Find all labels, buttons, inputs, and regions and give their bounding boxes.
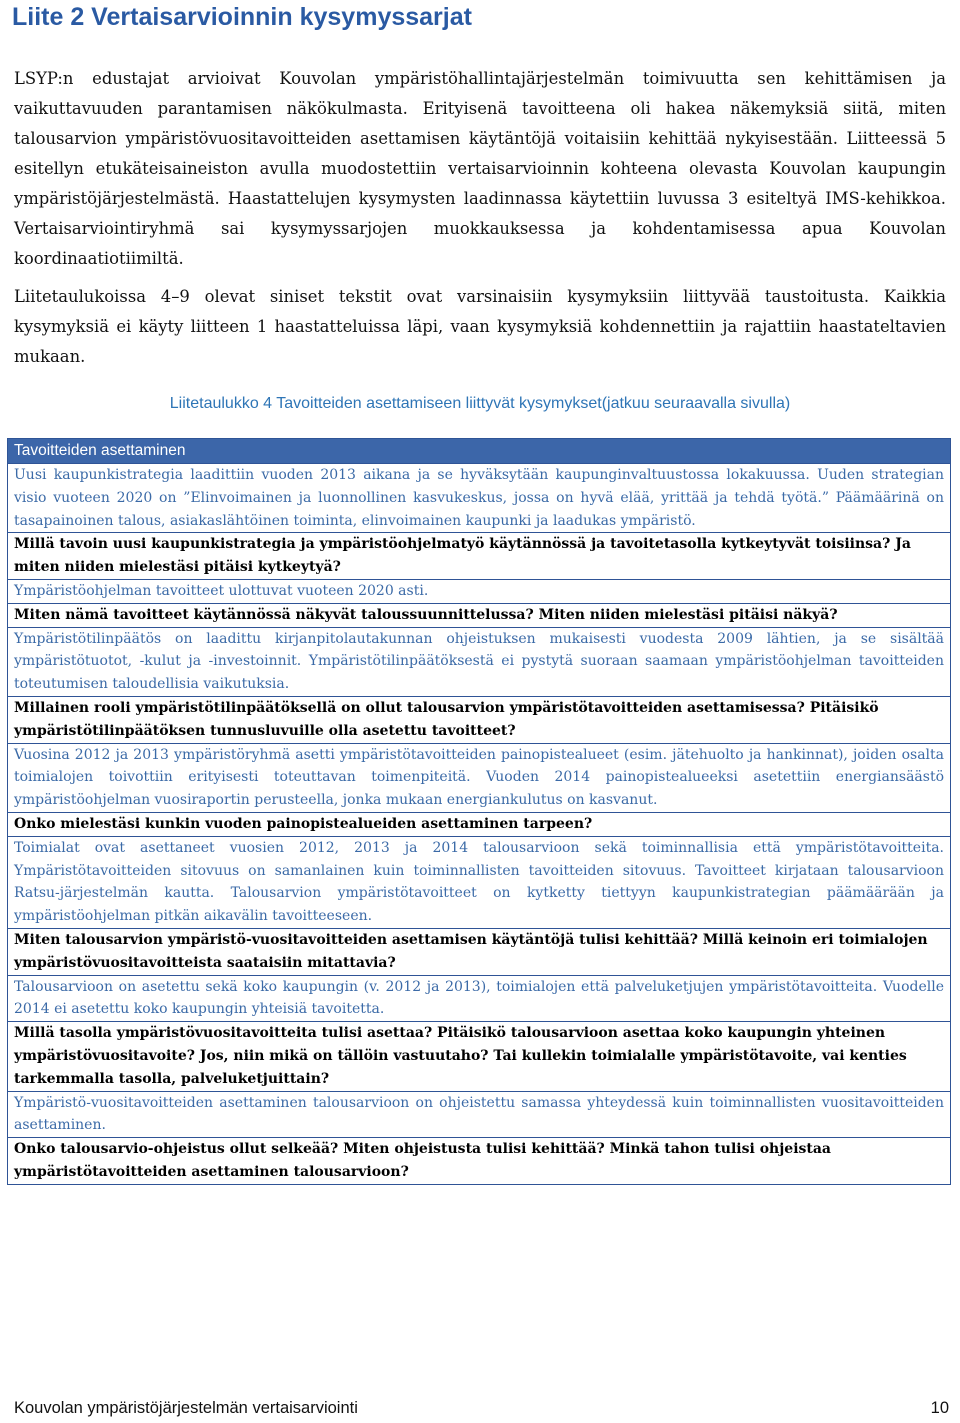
question-cell-6: Millä tasolla ympäristövuositavoitteita tulisi asettaa? Pitäisikö talousarvioon asettaa koko kaupungin yhteinen ympäristövuositavoite? Jos, niin mikä on tällöin vastuutaho? Tai kullekin toimialalle ympäristötavoite, vai kenties tarkemmalla tasolla, palveluketjuittain?: [8, 1021, 950, 1090]
footer-document-title: Kouvolan ympäristöjärjestelmän vertaisarviointi: [14, 1399, 358, 1417]
context-cell-2: Ympäristöohjelman tavoitteet ulottuvat vuoteen 2020 asti.: [8, 579, 950, 603]
table-caption: Liitetaulukko 4 Tavoitteiden asettamiseen liittyvät kysymykset(jatkuu seuraavalla sivulla): [169, 395, 791, 412]
page-number: 10: [930, 1399, 949, 1417]
intro-paragraph-2: Liitetaulukoissa 4–9 olevat siniset tekstit ovat varsinaisiin kysymyksiin liittyvää taustoitusta. Kaikkia kysymyksiä ei käyty liitteen 1 haastatteluissa läpi, vaan kysymyksiä kohdennettiin ja rajattiin haastateltavien mukaan.: [14, 287, 946, 366]
table-header: Tavoitteiden asettaminen: [8, 439, 950, 463]
context-cell-5: Toimialat ovat asettaneet vuosien 2012, 2013 ja 2014 talousarvioon sekä toiminnallisia että ympäristötavoitteita. Ympäristötavoitteiden sitovuus on samanlainen kuin toiminnallisten tavoitteiden sitovuus. Tavoitteet kirjataan talousarvioon Ratsu-järjestelmän kautta. Talousarvion ympäristötavoitteet on kytketty tiettyyn kaupunkistrategian päämäärään ja ympäristöohjelman pitkän aikavälin tavoitteeseen.: [8, 836, 950, 928]
page-title: Liite 2 Vertaisarvioinnin kysymyssarjat: [12, 3, 472, 31]
question-cell-1: Millä tavoin uusi kaupunkistrategia ja ympäristöohjelmatyö käytännössä ja tavoitetasolla kytkeytyvät toisiinsa? Ja miten niiden mielestäsi pitäisi kytkeytyä?: [8, 532, 950, 579]
question-cell-2: Miten nämä tavoitteet käytännössä näkyvät taloussuunnittelussa? Miten niiden mielestäsi pitäisi näkyä?: [8, 603, 950, 627]
intro-paragraph-2-container: [14, 282, 946, 372]
question-cell-7: Onko talousarvio-ohjeistus ollut selkeää? Miten ohjeistusta tulisi kehittää? Minkä tahon tulisi ohjeistaa ympäristötavoitteiden asettaminen talousarvioon?: [8, 1137, 950, 1184]
question-cell-4: Onko mielestäsi kunkin vuoden painopistealueiden asettaminen tarpeen?: [8, 812, 950, 836]
context-cell-4: Vuosina 2012 ja 2013 ympäristöryhmä asetti ympäristötavoitteiden painopistealueet (esim. jätehuolto ja hankinnat), joiden osalta toimialojen toivottiin erityisesti toteuttavan toimenpiteitä. Vuoden 2014 painopistealueeksi asetettiin energiansäästö ympäristöohjelman vuosiraportin perusteella, jonka mukaan energiankulutus on kasvanut.: [8, 743, 950, 812]
question-cell-3: Millainen rooli ympäristötilinpäätöksellä on ollut talousarvion ympäristötavoitteiden asettamisessa? Pitäisikö ympäristötilinpäätöksen tunnusluvuille olla asetettu tavoitteet?: [8, 696, 950, 743]
context-cell-7: Ympäristö-vuositavoitteiden asettaminen talousarvioon on ohjeistettu samassa yhteydessä kuin toiminnallisten vuositavoitteiden asettaminen.: [8, 1091, 950, 1138]
intro-paragraph-1-container: [14, 64, 946, 274]
context-cell-1: Uusi kaupunkistrategia laadittiin vuoden 2013 aikana ja se hyväksytään kaupunginvaltuustossa lokakuussa. Uuden strategian visio vuoteen 2020 on ”Elinvoimainen ja luonnollinen kasvukeskus, jossa on hyvä elää, yrittää ja tehdä työtä.” Päämäärinä on tasapainoinen talous, asiakaslähtöinen toiminta, elinvoimainen kaupunki ja laadukas ympäristö.: [8, 463, 950, 532]
question-cell-5: Miten talousarvion ympäristö-vuositavoitteiden asettamisen käytäntöjä tulisi kehittää? Millä keinoin eri toimialojen ympäristövuositavoitteista saataisiin mitattavia?: [8, 928, 950, 975]
question-table: [7, 438, 951, 1185]
intro-paragraph-1: LSYP:n edustajat arvioivat Kouvolan ympäristöhallintajärjestelmän toimivuutta sen kehittämisen ja vaikuttavuuden parantamisen näkökulmasta. Erityisenä tavoitteena oli hakea näkemyksiä siitä, miten talousarvion ympäristövuositavoitteiden asettamisen käytäntöjä voitaisiin kehittää nykyisestään. Liitteessä 5 esitellyn etukäteisaineiston avulla muodostettiin vertaisarvioinnin kohteena olevasta Kouvolan kaupungin ympäristöjärjestelmästä. Haastattelujen kysymysten laadinnassa käytettiin luvussa 3 esiteltyä IMS-kehikkoa. Vertaisarviointiryhmä sai kysymyssarjojen muokkauksessa ja kohdentamisessa apua Kouvolan koordinaatiotiimiltä.: [14, 69, 946, 268]
context-cell-6: Talousarvioon on asetettu sekä koko kaupungin (v. 2012 ja 2013), toimialojen että palveluketjujen ympäristötavoitteita. Vuodelle 2014 ei asetettu koko kaupungin yhteisiä tavoitetta.: [8, 975, 950, 1022]
context-cell-3: Ympäristötilinpäätös on laadittu kirjanpitolautakunnan ohjeistuksen mukaisesti vuodesta 2009 lähtien, ja se sisältää ympäristötuotot, -kulut ja -investoinnit. Ympäristötilinpäätöksestä ei pystytä suoraan saamaan ympäristöohjelman tavoitteiden toteutumisen taloudellisia vaikutuksia.: [8, 627, 950, 696]
